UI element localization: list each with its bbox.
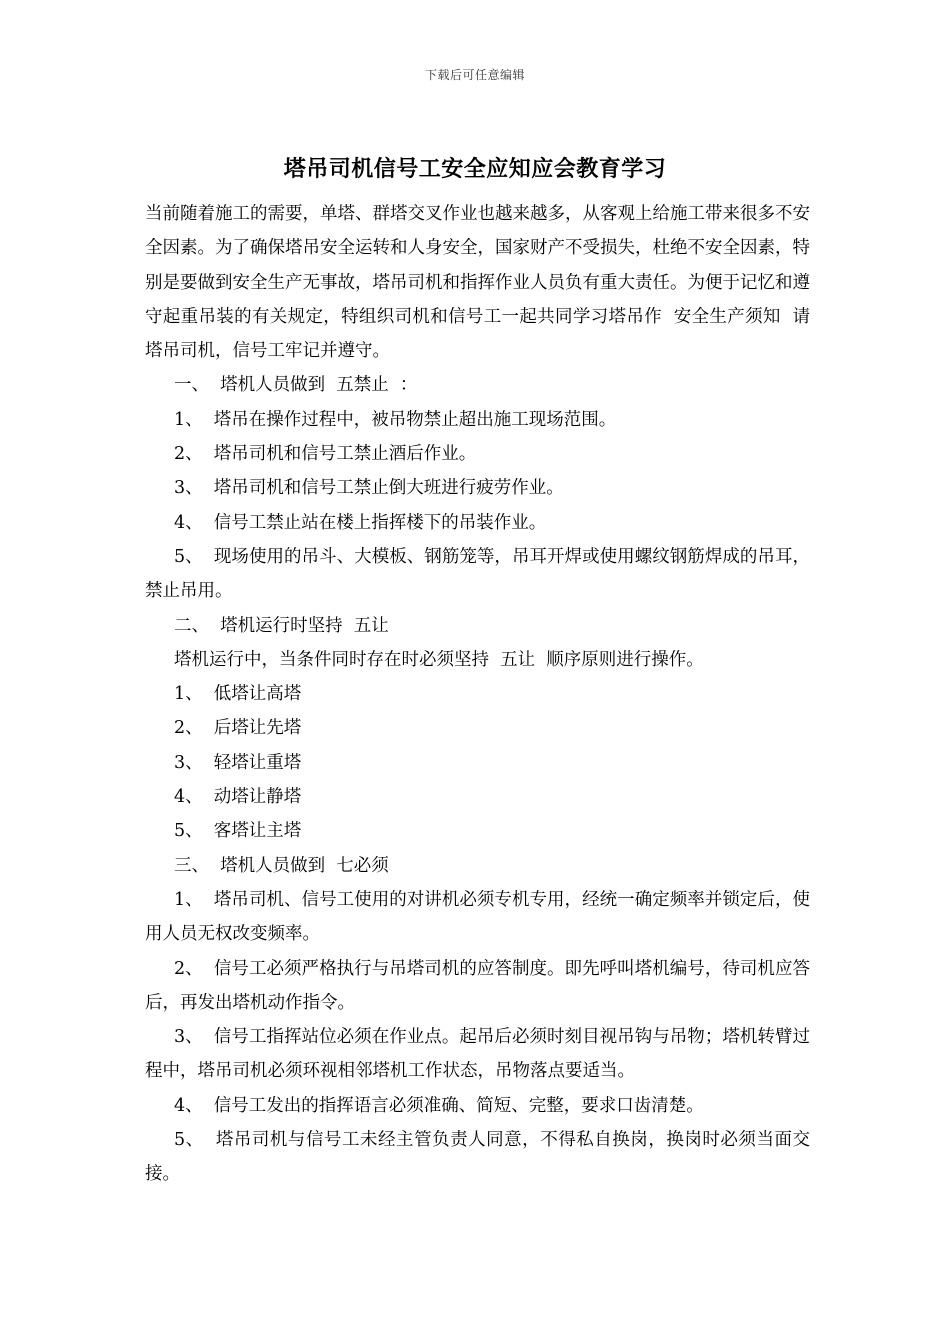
list-item: 4、 信号工禁止站在楼上指挥楼下的吊装作业。 [174, 512, 547, 533]
list-item: 4、 信号工发出的指挥语言必须准确、简短、完整，要求口齿清楚。 [174, 1095, 704, 1116]
section-heading: 一、 塔机人员做到 五禁止 ： [174, 375, 418, 396]
list-item: 1、 低塔让高塔 [174, 684, 302, 705]
section-heading: 二、 塔机运行时坚持 五让 [174, 615, 389, 636]
list-item: 3、 塔吊司机和信号工禁止倒大班进行疲劳作业。 [174, 478, 564, 499]
section-heading: 三、 塔机人员做到 七必须 [174, 855, 389, 876]
list-item: 3、 信号工指挥站位必须在作业点。起吊后必须时刻目视吊钩与吊物；塔机转臂过程中，塔吊司机必须环视相邻塔机工作状态，吊物落点要适当。 [145, 1027, 810, 1082]
document-body [145, 197, 810, 1192]
list-item: 1、 塔吊在操作过程中，被吊物禁止超出施工现场范围。 [174, 409, 617, 430]
intro-paragraph: 当前随着施工的需要，单塔、群塔交叉作业也越来越多，从客观上给施工带来很多不安全因素。为了确保塔吊安全运转和人身安全，国家财产不受损失，杜绝不安全因素，特别是要做到安全生产无事故，塔吊司机和指挥作业人员负有重大责任。为便于记忆和遵守起重吊装的有关规定，特组织司机和信号工一起共同学习塔吊作 安全生产须知 请塔吊司机，信号工牢记并遵守。 [145, 204, 810, 362]
list-item: 5、 塔吊司机与信号工未经主管负责人同意，不得私自换岗，换岗时必须当面交接。 [145, 1130, 810, 1185]
list-item: 2、 塔吊司机和信号工禁止酒后作业。 [174, 444, 477, 465]
list-item: 4、 动塔让静塔 [174, 787, 302, 808]
list-item: 2、 后塔让先塔 [174, 718, 302, 739]
list-item: 5、 客塔让主塔 [174, 821, 302, 842]
list-item: 5、 现场使用的吊斗、大模板、钢筋笼等，吊耳开焊或使用螺纹钢筋焊成的吊耳，禁止吊用。 [145, 546, 810, 602]
section-lead: 塔机运行中，当条件同时存在时必须坚持 五让 顺序原则进行操作。 [174, 649, 704, 670]
header-note: 下载后可任意编辑 [424, 68, 525, 82]
list-item: 2、 信号工必须严格执行与吊塔司机的应答制度。即先呼叫塔机编号，待司机应答后，再发出塔机动作指令。 [145, 958, 810, 1013]
list-item: 1、 塔吊司机、信号工使用的对讲机必须专机专用，经统一确定频率并锁定后，使用人员无权改变频率。 [145, 889, 810, 945]
page-title: 塔吊司机信号工安全应知应会教育学习 [283, 156, 667, 182]
list-item: 3、 轻塔让重塔 [174, 752, 302, 773]
